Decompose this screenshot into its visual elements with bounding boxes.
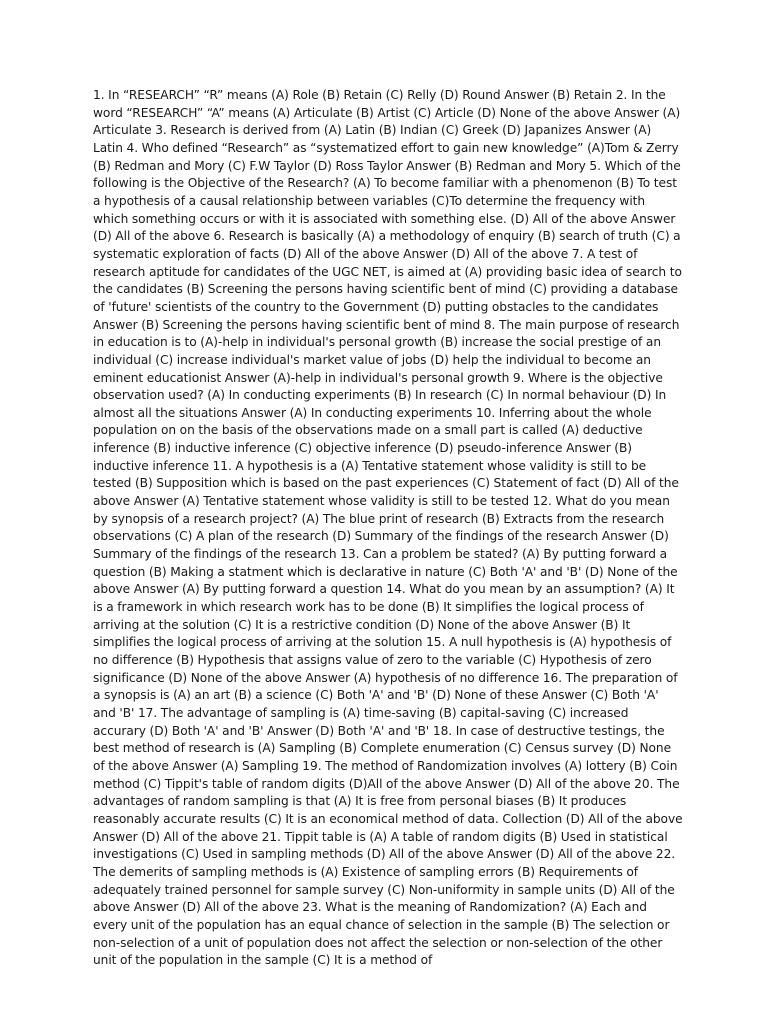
document-body-text: 1. In “RESEARCH” “R” means (A) Role (B) Retain (C) Relly (D) Round Answer (B) Retain 2. In the word “RESEARCH” “A” means (A) Articulate (B) Artist (C) Article (D) None of the above Answer (A) Articulate 3. Research is derived from (A) Latin (B) Indian (C) Greek (D) Japanizes Answer (A) Latin 4. Who defined “Research” as “systematized effort to gain new knowledge” (A)Tom & Zerry (B) Redman and Mory (C) F.W Taylor (D) Ross Taylor Answer (B) Redman and Mory 5. Which of the following is the Objective of the Research? (A) To become familiar with a phenomenon (B) To test a hypothesis of a causal relationship between variables (C)To determine the frequency with which something occurs or with it is associated with something else. (D) All of the above Answer (D) All of the above 6. Research is basically (A) a methodology of enquiry (B) search of truth (C) a systematic exploration of facts (D) All of the above Answer (D) All of the above 7. A test of research aptitude for candidates of the UGC NET, is aimed at (A) providing basic idea of search to the candidates (B) Screening the persons having scientific bent of mind (C) providing a database of 'future' scientists of the country to the Government (D) putting obstacles to the candidates Answer (B) Screening the persons having scientific bent of mind 8. The main purpose of research in education is to (A)-help in individual's personal growth (B) increase the social prestige of an individual (C) increase individual's market value of jobs (D) help the individual to become an eminent educationist Answer (A)-help in individual's personal growth 9. Where is the objective observation used? (A) In conducting experiments (B) In research (C) In normal behaviour (D) In almost all the situations Answer (A) In conducting experiments 10. Inferring about the whole population on on the basis of the observations made on a small part is called (A) deductive inference (B) inductive inference (C) objective inference (D) pseudo-inference Answer (B) inductive inference 11. A hypothesis is a (A) Tentative statement whose validity is still to be tested (B) Supposition which is based on the past experiences (C) Statement of fact (D) All of the above Answer (A) Tentative statement whose validity is still to be tested 12. What do you mean by synopsis of a research project? (A) The blue print of research (B) Extracts from the research observations (C) A plan of the research (D) Summary of the findings of the research Answer (D) Summary of the findings of the research 13. Can a problem be stated? (A) By putting forward a question (B) Making a statment which is declarative in nature (C) Both 'A' and 'B' (D) None of the above Answer (A) By putting forward a question 14. What do you mean by an assumption? (A) It is a framework in which research work has to be done (B) It simplifies the logical process of arriving at the solution (C) It is a restrictive condition (D) None of the above Answer (B) It simplifies the logical process of arriving at the solution 15. A null hypothesis is (A) hypothesis of no difference (B) Hypothesis that assigns value of zero to the variable (C) Hypothesis of zero significance (D) None of the above Answer (A) hypothesis of no difference 16. The preparation of a synopsis is (A) an art (B) a science (C) Both 'A' and 'B' (D) None of these Answer (C) Both 'A' and 'B' 17. The advantage of sampling is (A) time-saving (B) capital-saving (C) increased accurary (D) Both 'A' and 'B' Answer (D) Both 'A' and 'B' 18. In case of destructive testings, the best method of research is (A) Sampling (B) Complete enumeration (C) Census survey (D) None of the above Answer (A) Sampling 19. The method of Randomization involves (A) lottery (B) Coin method (C) Tippit's table of random digits (D)All of the above Answer (D) All of the above 20. The advantages of random sampling is that (A) It is free from personal biases (B) It produces reasonably accurate results (C) It is an economical method of data. Collection (D) All of the above Answer (D) All of the above 21. Tippit table is (A) A table of random digits (B) Used in statistical investigations (C) Used in sampling methods (D) All of the above Answer (D) All of the above 22. The demerits of sampling methods is (A) Existence of sampling errors (B) Requirements of adequately trained personnel for sample survey (C) Non-uniformity in sample units (D) All of the above Answer (D) All of the above 23. What is the meaning of Randomization? (A) Each and every unit of the population has an equal chance of selection in the sample (B) The selection or non-selection of a unit of population does not affect the selection or non-selection of the other unit of the population in the sample (C) It is a method of [93, 88, 683, 968]
